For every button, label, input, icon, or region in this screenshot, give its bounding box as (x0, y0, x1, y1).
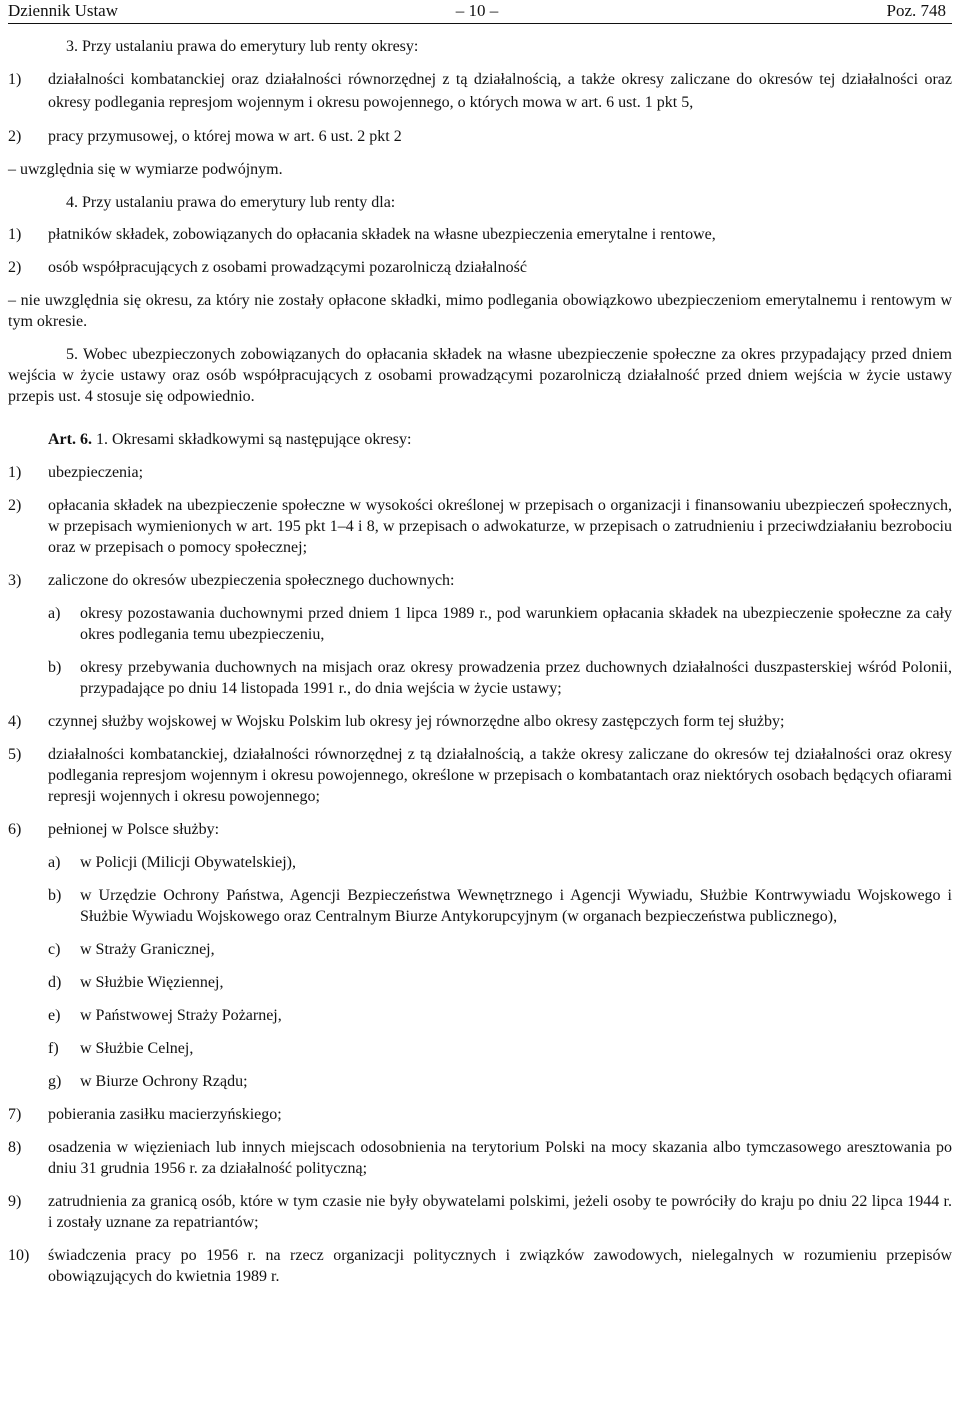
section-4-closing: – nie uwzględnia się okresu, za który nie zostały opłacone składki, mimo podlegania obowiązkowo ubezpieczeniom emerytalnemu i rentowym w tym okresie. (8, 292, 952, 330)
section-5-text: 5. Wobec ubezpieczonych zobowiązanych do opłacania składek na własne ubezpieczenie społeczne za okres przypadający przed dniem wejścia w życie ustawy oraz osób współpracujących z osobami prowadzącymi pozarolniczą działalność przed dniem wejścia w życie ustawy przepis ust. 4 stosuje się odpowiednio. (8, 346, 952, 405)
item-number: 2) (8, 259, 22, 276)
item-number: 5) (8, 746, 22, 763)
item-text: osób współpracujących z osobami prowadzącymi pozarolniczą działalność (48, 259, 527, 276)
item-text: pracy przymusowej, o której mowa w art. 6 ust. 2 pkt 2 (48, 128, 402, 145)
sub-item-letter: b) (48, 659, 62, 676)
sub-item-text: w Państwowej Straży Pożarnej, (80, 1007, 282, 1024)
page-header (8, 0, 946, 22)
item-number: 4) (8, 713, 22, 730)
list-item (0, 819, 960, 840)
list-item (0, 462, 960, 483)
article-6-intro (0, 429, 960, 450)
list-item (0, 257, 960, 278)
item-number: 2) (8, 128, 22, 145)
item-text: osadzenia w więzieniach lub innych miejscach odosobnienia na terytorium Polski na mocy skazania albo tymczasowego aresztowania po dniu 31 grudnia 1956 r. za działalność polityczną; (48, 1139, 952, 1177)
sub-item-letter: a) (48, 854, 61, 871)
sub-item (0, 1071, 960, 1092)
sub-item-letter: e) (48, 1007, 61, 1024)
list-item (0, 68, 960, 114)
list-item (0, 570, 960, 591)
position-number: Poz. 748 (886, 1, 946, 20)
sub-item-letter: b) (48, 887, 62, 904)
item-text: płatników składek, zobowiązanych do opłacania składek na własne ubezpieczenia emerytalne i rentowe, (48, 226, 716, 243)
sub-item (0, 603, 960, 645)
item-text: zatrudnienia za granicą osób, które w tym czasie nie były obywatelami polskimi, jeżeli osoby te powróciły do kraju po dniu 22 lipca 1944 r. i zostały uznane za repatriantów; (48, 1193, 952, 1231)
list-item (0, 495, 960, 558)
sub-item-text: w Służbie Więziennej, (80, 974, 224, 991)
item-number: 9) (8, 1193, 22, 1210)
sub-item-letter: a) (48, 605, 61, 622)
sub-item-text: w Biurze Ochrony Rządu; (80, 1073, 248, 1090)
item-text: pełnionej w Polsce służby: (48, 821, 220, 838)
list-item (0, 711, 960, 732)
sub-item-letter: f) (48, 1040, 59, 1057)
sub-item-text: okresy pozostawania duchownymi przed dniem 1 lipca 1989 r., pod warunkiem opłacania składek na ubezpieczenie społeczne za cały okres podlegania temu ubezpieczeniu, (80, 605, 952, 643)
sub-item-text: okresy przebywania duchownych na misjach oraz okresy prowadzenia przez duchownych działalności duszpasterskiej wśród Polonii, przypadające po dniu 14 listopada 1991 r., do dnia wejścia w życie ustawy; (80, 659, 952, 697)
section-3-closing: – uwzględnia się w wymiarze podwójnym. (8, 161, 283, 178)
item-text: świadczenia pracy po 1956 r. na rzecz organizacji politycznych i związków zawodowych, nielegalnych w rozumieniu przepisów obowiązujących do kwietnia 1989 r. (48, 1247, 952, 1285)
item-number: 6) (8, 821, 22, 838)
document-body (0, 36, 960, 1299)
sub-item (0, 657, 960, 699)
item-number: 3) (8, 572, 22, 589)
sub-item (0, 939, 960, 960)
item-text: działalności kombatanckiej, działalności równorzędnej z tą działalnością, a także okresy zaliczane do okresów tej działalności oraz okresy podlegania represjom wojennym i okresu powojennego, określone w przepisach o kombatantach oraz niektórych osobach będących ofiarami represji wojennych i okresu powojennego; (48, 746, 952, 805)
item-number: 8) (8, 1139, 22, 1156)
section-3-intro: 3. Przy ustalaniu prawa do emerytury lub renty okresy: (66, 38, 419, 55)
sub-item (0, 1005, 960, 1026)
sub-item (0, 852, 960, 873)
list-item (0, 1191, 960, 1233)
item-text: pobierania zasiłku macierzyńskiego; (48, 1106, 282, 1123)
item-number: 1) (8, 226, 22, 243)
list-item (0, 1104, 960, 1125)
header-divider (8, 23, 952, 24)
article-label: Art. 6. (48, 431, 92, 448)
item-number: 7) (8, 1106, 22, 1123)
sub-item (0, 972, 960, 993)
sub-item (0, 885, 960, 927)
item-number: 1) (8, 71, 22, 88)
item-text: czynnej służby wojskowej w Wojsku Polskim lub okresy jej równorzędne albo okresy zastępczych form tej służby; (48, 713, 785, 730)
sub-item-text: w Służbie Celnej, (80, 1040, 194, 1057)
item-number: 2) (8, 497, 22, 514)
item-text: działalności kombatanckiej oraz działalności równorzędnej z tą działalnością, a także okresy zaliczane do okresów tej działalności oraz okresy podlegania represjom wojennym i okresu powojennego, o których mowa w art. 6 ust. 1 pkt 5, (48, 71, 952, 111)
page-number: – 10 – (455, 1, 499, 20)
sub-item-letter: d) (48, 974, 62, 991)
item-text: opłacania składek na ubezpieczenie społeczne w wysokości określonej w przepisach o organizacji i finansowaniu ubezpieczeń społecznych, w przepisach wymienionych w art. 195 pkt 1–4 i 8, w przepisach o adwokaturze, w przepisach o zatrudnieniu i przeciwdziałaniu bezrobociu oraz w przepisach o pomocy społecznej; (48, 497, 952, 556)
article-intro-text: 1. Okresami składkowymi są następujące okresy: (91, 431, 412, 448)
item-text: ubezpieczenia; (48, 464, 144, 481)
sub-item (0, 1038, 960, 1059)
section-4-intro: 4. Przy ustalaniu prawa do emerytury lub renty dla: (66, 194, 396, 211)
sub-item-letter: c) (48, 941, 61, 958)
list-item (0, 224, 960, 245)
sub-item-text: w Urzędzie Ochrony Państwa, Agencji Bezpieczeństwa Wewnętrznego i Agencji Wywiadu, Służbie Kontrwywiadu Wojskowego i Służbie Wywiadu Wojskowego oraz Centralnym Biurze Antykorupcyjnym (w organach bezpieczeństwa publicznego), (80, 887, 952, 925)
item-number: 10) (8, 1247, 30, 1264)
list-item (0, 126, 960, 147)
list-item (0, 1245, 960, 1287)
list-item (0, 1137, 960, 1179)
item-text: zaliczone do okresów ubezpieczenia społecznego duchownych: (48, 572, 455, 589)
sub-item-letter: g) (48, 1073, 62, 1090)
journal-title: Dziennik Ustaw (8, 1, 119, 20)
list-item (0, 744, 960, 807)
sub-item-text: w Policji (Milicji Obywatelskiej), (80, 854, 296, 871)
sub-item-text: w Straży Granicznej, (80, 941, 215, 958)
item-number: 1) (8, 464, 22, 481)
